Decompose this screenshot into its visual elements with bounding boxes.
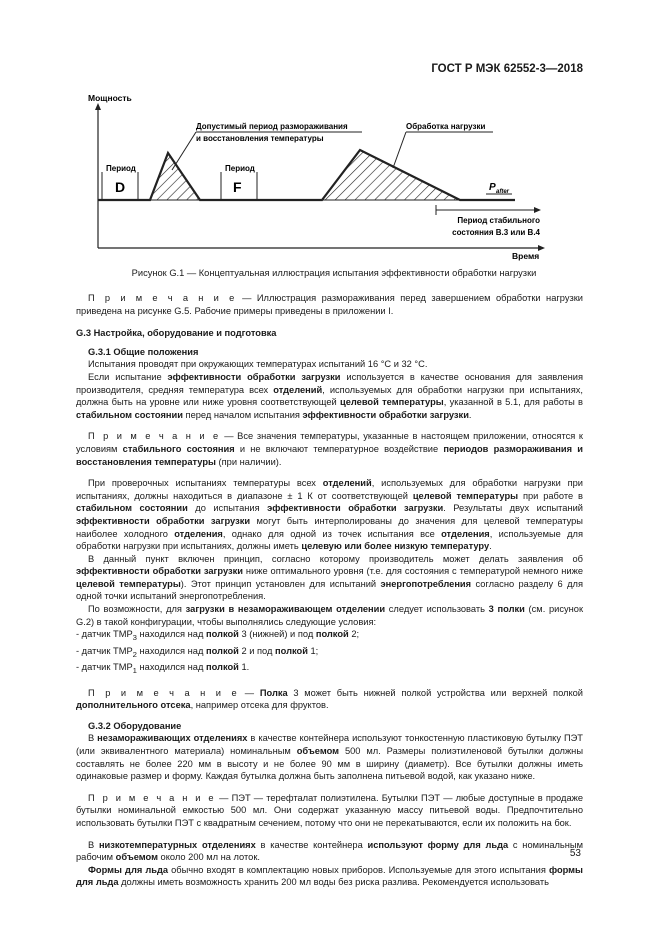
list-item: - датчик $TMP_2$ находился над полкой 2 и под полкой 1; [76, 645, 319, 659]
document-header: ГОСТ Р МЭК 62552-3—2018 [431, 63, 583, 75]
period-d-label: Период [106, 164, 136, 173]
section-g32-title: G.3.2 Оборудование [88, 720, 182, 731]
defrost-callout-line1: Допустимый период размораживания [196, 122, 348, 131]
section-g31-title: G.3.1 Общие положения [88, 346, 199, 357]
note-2: П р и м е ч а н и е — Все значения температуры, указанные в настоящем приложении, относятся к условиям стабильного состояния и не включают температурное воздействие периодов размораживания и восстановления температуры (при наличии). [76, 431, 584, 467]
paragraph-5: По возможности, для загрузки в незамораживающем отделении следует использовать 3 полки (см. рисунок G.2) в такой конфигурации, чтобы выполнялись следующие условия: [76, 604, 584, 627]
stable-label-1: Период стабильного [457, 216, 540, 225]
paragraph-3: При проверочных испытаниях температуры всех отделений, используемых для обработки нагрузки при испытаниях, должны находиться в диапазоне ± 1 К от соответствующей целевой температуры при работе в стабильном состоянии до испытания эффективности обработки загрузки. Результаты двух испытаний эффективности обработки загрузки могут быть интерполированы до значения для целевой температуры наиболее холодного отделения, однако для одной из точек испытания все отделения, используемые для обработки нагрузки при испытаниях, должны иметь целевую или более низкую температуру. [76, 478, 583, 552]
y-axis-arrow [95, 103, 101, 110]
defrost-callout-line2: и восстановления температуры [196, 134, 324, 143]
note-1: П р и м е ч а н и е — Иллюстрация размораживания перед завершением обработки нагрузки приведена на рисунке G.5. Рабочие примеры приведены в приложении I. [76, 293, 583, 316]
note-4: П р и м е ч а н и е — ПЭТ — терефталат полиэтилена. Бутылки ПЭТ — любые доступные в продаже бутылки номинальной емкостью 500 мл. Они содержат указанную массу питьевой воды. Предпочтительно использовать бутылки ПЭТ с квадратным сечением, потому что они не перекатываются, если их положить на бок. [76, 792, 584, 828]
figure-caption: Рисунок G.1 — Концептуальная иллюстрация испытания эффективности обработки нагрузки [131, 268, 537, 278]
load-processing-figure [0, 0, 661, 270]
load-callout: Обработка нагрузки [406, 122, 486, 131]
page-number: 53 [569, 848, 581, 859]
p-after-label: P [489, 182, 496, 193]
paragraph-1: Испытания проводят при окружающих температурах испытаний 16 °С и 32 °С. [88, 359, 428, 370]
list-item: - датчик $TMP_1$ находился над полкой 1. [76, 662, 250, 676]
period-f-label: Период [225, 164, 255, 173]
y-axis-label: Мощность [88, 93, 132, 103]
paragraph-4: В данный пункт включен принцип, согласно которому производитель может делать заявления об эффективности обработки загрузки ниже оптимального уровня (т.е. для состояния с температурой немного ниже целевой температуры). Этот принцип установлен для испытаний энергопотребления согласно разделу 6 для одной точки испытаний энергопотребления. [76, 553, 583, 602]
defrost-area [150, 153, 200, 200]
period-d-letter: D [115, 179, 126, 195]
load-area [322, 150, 460, 200]
period-f-letter: F [233, 179, 242, 195]
paragraph-7: В низкотемпературных отделениях в качестве контейнера используют форму для льда с номинальным рабочим объемом около 200 мл на лоток. [76, 839, 583, 863]
paragraph-6: В незамораживающих отделениях в качестве контейнера используют тонкостенную пластиковую бутылку ПЭТ (или эквивалентного материала) номинальным объемом 500 мл. Размеры полиэтиленовой бутылки должны составлять не более 220 мм в высоту и не более 90 мм в ширину (диаметр). Все бутылки должны иметь одинаковые размер и форму. Каждая бутылка должна быть заполнена питьевой водой, как указано ниже. [76, 733, 584, 782]
body-text [76, 292, 583, 889]
note-3: П р и м е ч а н и е — Полка 3 может быть нижней полкой устройства или верхней полкой дополнительного отсека, например отсека для фруктов. [76, 687, 583, 711]
list-item: - датчик $TMP_3$ находился над полкой 3 (нижней) и под полкой 2; [76, 629, 360, 643]
section-g3-title: G.3 Настройка, оборудование и подготовка [76, 328, 277, 339]
stable-label-2: состояния B.3 или B.4 [452, 228, 540, 237]
paragraph-8: Формы для льда обычно входят в комплектацию новых приборов. Используемые для этого испытания формы для льда должны иметь возможность хранить 200 мл воды без риска разлива. Рекомендуется использовать [76, 864, 584, 888]
paragraph-2: Если испытание эффективности обработки загрузки используется в качестве основания для заявления производителя, средняя температура всех отделений, используемых для обработки нагрузки при испытаниях, должна быть на уровне или ниже уровня соответствующей целевой температуры, указанной в 5.1, для работы в стабильном состоянии перед началом испытания эффективности обработки загрузки. [76, 371, 583, 420]
x-axis-label: Время [512, 251, 540, 261]
p-after-sub: after [496, 189, 510, 195]
